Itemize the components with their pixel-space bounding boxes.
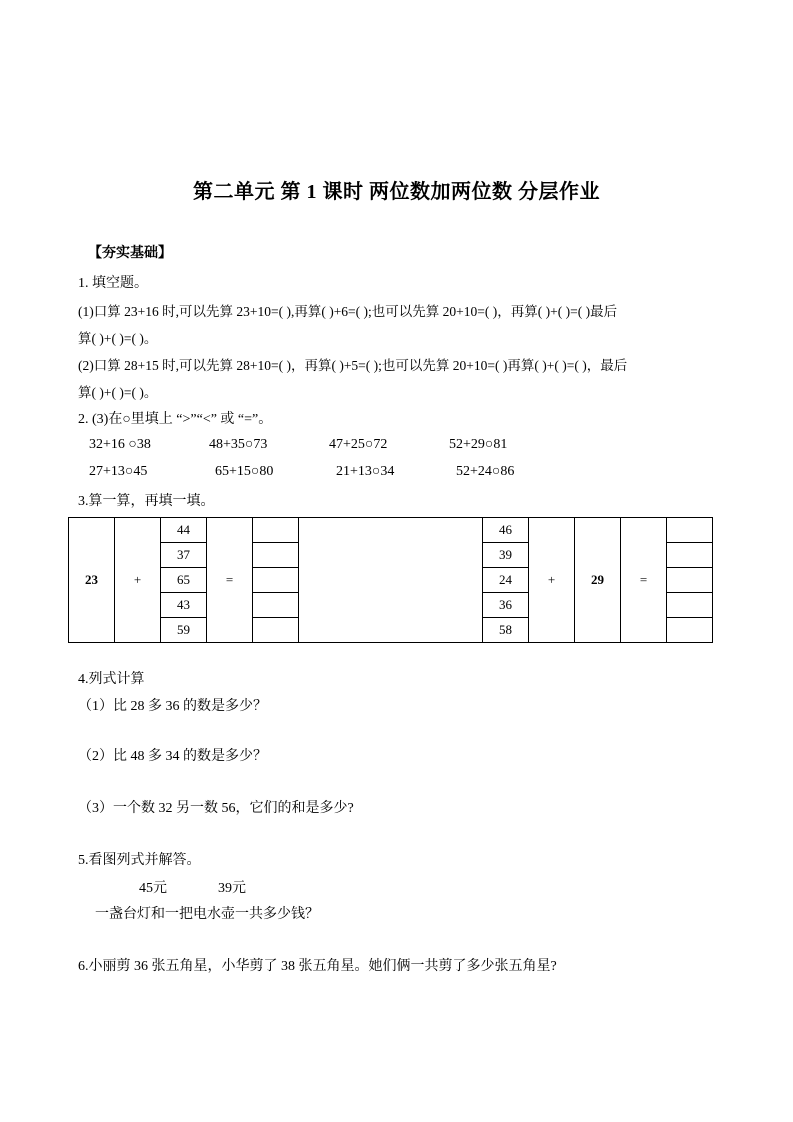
answer-cell[interactable] [667,568,713,593]
q2-item: 48+35○73 [209,437,268,452]
q6-text: 6.小丽剪 36 张五角星，小华剪了 38 张五角星。她们俩一共剪了多少张五角星? [78,959,557,974]
q1-heading: 1. 填空题。 [78,276,148,291]
q5-price-kettle: 39元 [218,881,246,896]
q5-heading: 5.看图列式并解答。 [78,853,201,868]
left-value-cell: 37 [161,543,207,568]
q2-item: 52+24○86 [456,464,515,479]
section-label: 【夯实基础】 [88,246,172,261]
left-addend: 23 [69,518,115,643]
answer-cell[interactable] [253,543,299,568]
left-value-cell: 43 [161,593,207,618]
q4-item-3: （3）一个数 32 另一数 56，它们的和是多少? [78,801,354,816]
calc-table [68,517,713,643]
answer-cell[interactable] [253,618,299,643]
left-value-cell: 65 [161,568,207,593]
q2-item: 65+15○80 [215,464,274,479]
right-value-cell: 46 [483,518,529,543]
answer-cell[interactable] [667,543,713,568]
left-plus-sign: + [115,518,161,643]
right-addend: 29 [575,518,621,643]
q1-line1: (1)口算 23+16 时,可以先算 23+10=( ),再算( )+6=( );也可以先算 20+10=( )，再算( )+( )=( )最后 [78,304,618,319]
q4-item-2: （2）比 48 多 34 的数是多少？ [78,749,267,764]
answer-cell[interactable] [667,518,713,543]
q3-heading: 3.算一算，再填一填。 [78,494,215,509]
left-value-cell: 59 [161,618,207,643]
right-plus-sign: + [529,518,575,643]
q2-heading: 2. (3)在○里填上 “>”“<” 或 “=”。 [78,412,273,427]
right-equals-sign: = [621,518,667,643]
answer-cell[interactable] [253,518,299,543]
answer-cell[interactable] [667,593,713,618]
right-value-cell: 39 [483,543,529,568]
q5-price-lamp: 45元 [139,881,167,896]
q2-item: 52+29○81 [449,437,508,452]
answer-cell[interactable] [667,618,713,643]
right-value-cell: 24 [483,568,529,593]
q4-heading: 4.列式计算 [78,672,145,687]
q2-item: 32+16 ○38 [89,437,151,452]
table-gap [299,518,483,643]
q2-item: 21+13○34 [336,464,395,479]
left-value-cell: 44 [161,518,207,543]
answer-cell[interactable] [253,593,299,618]
q1-line2: 算( )+( )=( )。 [78,331,158,346]
right-value-cell: 36 [483,593,529,618]
page-title: 第二单元 第 1 课时 两位数加两位数 分层作业 [193,181,600,203]
answer-cell[interactable] [253,568,299,593]
q1-line4: 算( )+( )=( )。 [78,385,158,400]
left-equals-sign: = [207,518,253,643]
q4-item-1: （1）比 28 多 36 的数是多少？ [78,699,267,714]
q2-item: 47+25○72 [329,437,388,452]
q2-item: 27+13○45 [89,464,148,479]
right-value-cell: 58 [483,618,529,643]
q5-question: 一盏台灯和一把电水壶一共多少钱？ [95,907,319,922]
q1-line3: (2)口算 28+15 时,可以先算 28+10=( )，再算( )+5=( );也可以先算 20+10=( )再算( )+( )=( )，最后 [78,358,628,373]
